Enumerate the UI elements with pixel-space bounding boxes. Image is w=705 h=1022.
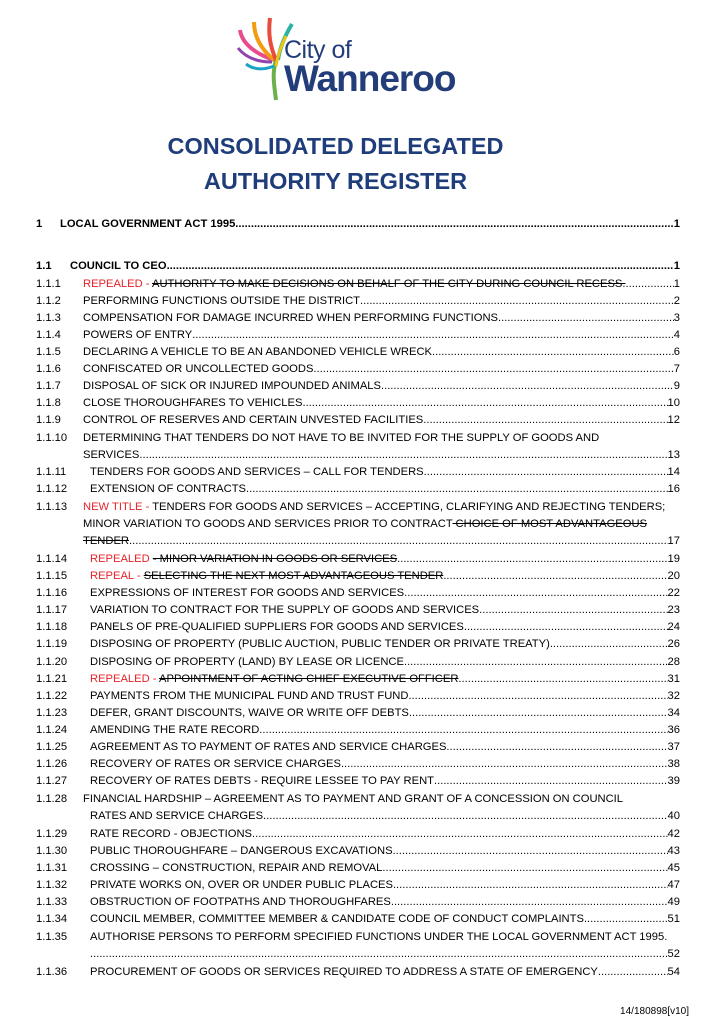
toc-page: 19	[667, 553, 680, 565]
toc-page: 31	[667, 673, 680, 685]
toc-entry[interactable]	[36, 293, 680, 310]
toc-label: RECOVERY OF RATES OR SERVICE CHARGES	[90, 758, 341, 770]
toc-entry[interactable]	[36, 499, 680, 516]
toc-num: 1.1.3	[36, 312, 61, 324]
toc-label-line1: AUTHORISE PERSONS TO PERFORM SPECIFIED FUNCTIONS UNDER THE LOCAL GOVERNMENT ACT 1995.	[90, 931, 668, 943]
toc-page: 4	[673, 329, 680, 341]
toc-label: DISPOSING OF PROPERTY (PUBLIC AUCTION, PUBLIC TENDER OR PRIVATE TREATY)	[90, 638, 550, 650]
toc-num: 1.1.28	[36, 793, 68, 805]
toc-page: 20	[667, 570, 680, 582]
toc-num: 1.1.20	[36, 656, 68, 668]
toc-page: 49	[667, 896, 680, 908]
toc-label: PROCUREMENT OF GOODS OR SERVICES REQUIRED TO ADDRESS A STATE OF EMERGENCY	[90, 966, 598, 978]
toc-num: 1.1.5	[36, 346, 61, 358]
toc-entry[interactable]	[36, 395, 680, 412]
toc-label: RATES AND SERVICE CHARGES	[90, 810, 264, 822]
toc-entry[interactable]	[36, 929, 680, 946]
toc-num: 1.1.24	[36, 724, 68, 736]
toc-entry[interactable]	[36, 464, 680, 481]
toc-entry[interactable]	[36, 671, 680, 688]
toc-entry-cont[interactable]	[36, 946, 680, 963]
toc-entry[interactable]	[36, 585, 680, 602]
toc-page: 39	[667, 775, 680, 787]
toc-entry[interactable]	[36, 344, 680, 361]
toc-num: 1.1.31	[36, 862, 68, 874]
toc-label-line2: MINOR VARIATION TO GOODS AND SERVICES PRIOR TO CONTRACT	[83, 518, 453, 530]
toc-page: 32	[667, 690, 680, 702]
logo-city-text: City of	[284, 36, 352, 64]
toc-page: 47	[667, 879, 680, 891]
toc-entry[interactable]	[36, 860, 680, 877]
document-reference: 14/180898[v10]	[620, 1006, 689, 1017]
toc-label: EXTENSION OF CONTRACTS	[90, 483, 247, 495]
toc-num: 1.1.21	[36, 673, 68, 685]
toc-num: 1.1.10	[36, 432, 68, 444]
toc-num: 1.1.7	[36, 380, 61, 392]
toc-entry[interactable]	[36, 378, 680, 395]
toc-entry[interactable]	[36, 756, 680, 773]
toc-label: AGREEMENT AS TO PAYMENT OF RATES AND SERVICE CHARGES	[90, 741, 447, 753]
toc-label: RATE RECORD - OBJECTIONS	[90, 828, 253, 840]
toc-num: 1.1.14	[36, 553, 68, 565]
toc-entry[interactable]	[36, 276, 680, 293]
toc-entry[interactable]	[36, 911, 680, 928]
toc-entry[interactable]	[36, 791, 680, 808]
toc-entry[interactable]	[36, 327, 680, 344]
toc-entry-cont[interactable]	[36, 808, 680, 825]
toc-page: 7	[673, 363, 680, 375]
toc-num: 1.1.2	[36, 295, 61, 307]
toc-entry[interactable]	[36, 826, 680, 843]
toc-num: 1.1.9	[36, 414, 61, 426]
toc-label: LOCAL GOVERNMENT ACT 1995	[60, 218, 236, 230]
toc-red-prefix: NEW TITLE -	[83, 501, 153, 513]
toc-label: PERFORMING FUNCTIONS OUTSIDE THE DISTRICT	[83, 295, 360, 307]
toc-page: 24	[667, 621, 680, 633]
toc-num: 1.1.23	[36, 707, 68, 719]
toc-entry[interactable]	[36, 568, 680, 585]
toc-page: 1	[673, 218, 680, 230]
toc-entry[interactable]	[36, 361, 680, 378]
toc-num: 1.1.22	[36, 690, 68, 702]
toc-num: 1.1.17	[36, 604, 68, 616]
toc-struck-label: CHOICE OF MOST ADVANTAGEOUS	[452, 518, 648, 530]
toc-num: 1.1.8	[36, 397, 61, 409]
toc-label-line1: TENDERS FOR GOODS AND SERVICES – ACCEPTING, CLARIFYING AND REJECTING TENDERS;	[152, 501, 666, 513]
toc-label: POWERS OF ENTRY	[83, 329, 193, 341]
toc-page: 23	[667, 604, 680, 616]
toc-num: 1.1.36	[36, 966, 68, 978]
toc-struck-label: SELECTING THE NEXT MOST ADVANTAGEOUS TENDER	[143, 570, 444, 582]
toc-entry[interactable]	[36, 688, 680, 705]
toc-page: 42	[667, 828, 680, 840]
toc-label: CONFISCATED OR UNCOLLECTED GOODS	[83, 363, 314, 375]
toc-label: AMENDING THE RATE RECORD	[90, 724, 260, 736]
city-of-wanneroo-logo	[236, 14, 486, 104]
toc-entry[interactable]	[36, 894, 680, 911]
toc-num: 1.1.34	[36, 913, 68, 925]
toc-label: DISPOSAL OF SICK OR INJURED IMPOUNDED ANIMALS	[83, 380, 381, 392]
toc-page: 3	[673, 312, 680, 324]
toc-page: 43	[667, 845, 680, 857]
toc-entry-cont[interactable]	[36, 533, 680, 550]
toc-entry[interactable]	[36, 722, 680, 739]
toc-entry[interactable]	[36, 216, 680, 233]
toc-red-prefix: REPEALED	[90, 553, 153, 565]
toc-label: PUBLIC THOROUGHFARE – DANGEROUS EXCAVATIONS	[90, 845, 393, 857]
toc-page: 51	[667, 913, 680, 925]
toc-entry[interactable]	[36, 412, 680, 429]
toc-page: 26	[667, 638, 680, 650]
toc-page: 1	[673, 260, 680, 272]
toc-page: 40	[667, 810, 680, 822]
toc-page: 28	[667, 656, 680, 668]
toc-entry[interactable]	[36, 964, 680, 981]
toc-page: 9	[673, 380, 680, 392]
toc-entry[interactable]	[36, 481, 680, 498]
toc-red-prefix: REPEALED -	[90, 673, 160, 685]
toc-num: 1	[36, 218, 43, 230]
toc-label: CLOSE THOROUGHFARES TO VEHICLES	[83, 397, 303, 409]
toc-page: 13	[667, 449, 680, 461]
toc-num: 1.1.27	[36, 775, 68, 787]
toc-label: PAYMENTS FROM THE MUNICIPAL FUND AND TRUST FUND	[90, 690, 409, 702]
toc-num: 1.1.6	[36, 363, 61, 375]
toc-num: 1.1.33	[36, 896, 68, 908]
toc-label: SERVICES	[83, 449, 140, 461]
toc-num: 1.1.15	[36, 570, 68, 582]
toc-page: 37	[667, 741, 680, 753]
toc-page: 2	[673, 295, 680, 307]
page-title-line-2: AUTHORITY REGISTER	[203, 168, 468, 194]
toc-struck-label: APPOINTMENT OF ACTING CHIEF EXECUTIVE OFFICER	[159, 673, 459, 685]
toc-num: 1.1	[36, 260, 52, 272]
toc-page: 12	[667, 414, 680, 426]
toc-entry[interactable]	[36, 310, 680, 327]
toc-red-prefix: REPEALED -	[83, 278, 153, 290]
toc-num: 1.1.25	[36, 741, 68, 753]
toc-entry[interactable]	[36, 773, 680, 790]
toc-num: 1.1.16	[36, 587, 68, 599]
toc-entry[interactable]	[36, 654, 680, 671]
toc-label: COUNCIL TO CEO	[70, 260, 167, 272]
toc-label: DECLARING A VEHICLE TO BE AN ABANDONED VEHICLE WRECK	[83, 346, 432, 358]
toc-label: TENDERS FOR GOODS AND SERVICES – CALL FOR TENDERS	[90, 466, 424, 478]
toc-label: PRIVATE WORKS ON, OVER OR UNDER PUBLIC PLACES	[90, 879, 393, 891]
toc-entry[interactable]	[36, 258, 680, 275]
toc-label-line1: DETERMINING THAT TENDERS DO NOT HAVE TO BE INVITED FOR THE SUPPLY OF GOODS AND	[83, 432, 600, 444]
toc-struck-label: - MINOR VARIATION IN GOODS OR SERVICES	[152, 553, 398, 565]
toc-page: 14	[667, 466, 680, 478]
toc-num: 1.1.1	[36, 278, 61, 290]
toc-label: PANELS OF PRE-QUALIFIED SUPPLIERS FOR GOODS AND SERVICES	[90, 621, 464, 633]
toc-struck-label: AUTHORITY TO MAKE DECISIONS ON BEHALF OF THE CITY DURING COUNCIL RECESS.	[152, 278, 626, 290]
toc-label-line1: FINANCIAL HARDSHIP – AGREEMENT AS TO PAYMENT AND GRANT OF A CONCESSION ON COUNCIL	[83, 793, 624, 805]
toc-page: 52	[667, 948, 680, 960]
toc-entry[interactable]	[36, 430, 680, 447]
toc-entry[interactable]	[36, 619, 680, 636]
toc-num: 1.1.18	[36, 621, 68, 633]
toc-num: 1.1.30	[36, 845, 68, 857]
toc-label: OBSTRUCTION OF FOOTPATHS AND THOROUGHFARES	[90, 896, 391, 908]
toc-num: 1.1.13	[36, 501, 68, 513]
toc-page: 10	[667, 397, 680, 409]
toc-num: 1.1.35	[36, 931, 68, 943]
toc-entry[interactable]	[36, 705, 680, 722]
toc-label: RECOVERY OF RATES DEBTS - REQUIRE LESSEE TO PAY RENT	[90, 775, 434, 787]
toc-entry[interactable]	[36, 636, 680, 653]
toc-num: 1.1.29	[36, 828, 68, 840]
toc-num: 1.1.11	[36, 466, 67, 478]
toc-entry-cont[interactable]	[36, 516, 680, 533]
toc-entry[interactable]	[36, 551, 680, 568]
toc-page: 54	[667, 966, 680, 978]
toc-entry[interactable]	[36, 602, 680, 619]
toc-page: 38	[667, 758, 680, 770]
toc-label: COMPENSATION FOR DAMAGE INCURRED WHEN PERFORMING FUNCTIONS	[83, 312, 498, 324]
toc-page: 34	[667, 707, 680, 719]
page-title-line-1: CONSOLIDATED DELEGATED	[167, 133, 504, 159]
toc-entry[interactable]	[36, 739, 680, 756]
toc-entry[interactable]	[36, 877, 680, 894]
toc-entry-cont[interactable]	[36, 447, 680, 464]
toc-label: CROSSING – CONSTRUCTION, REPAIR AND REMOVAL	[90, 862, 383, 874]
toc-num: 1.1.12	[36, 483, 68, 495]
toc-label: CONTROL OF RESERVES AND CERTAIN UNVESTED FACILITIES	[83, 414, 424, 426]
toc-page: 45	[667, 862, 680, 874]
toc-num: 1.1.26	[36, 758, 68, 770]
toc-page: 16	[667, 483, 680, 495]
toc-page: 17	[667, 535, 680, 547]
toc-entry[interactable]	[36, 843, 680, 860]
toc-label: COUNCIL MEMBER, COMMITTEE MEMBER & CANDIDATE CODE OF CONDUCT COMPLAINTS	[90, 913, 584, 925]
toc-label: VARIATION TO CONTRACT FOR THE SUPPLY OF GOODS AND SERVICES	[90, 604, 480, 616]
toc-page: 22	[667, 587, 680, 599]
toc-struck-label: TENDER	[83, 535, 129, 547]
toc-page: 36	[667, 724, 680, 736]
toc-page: 1	[673, 278, 680, 290]
toc-page: 6	[673, 346, 680, 358]
toc-num: 1.1.32	[36, 879, 68, 891]
toc-num: 1.1.4	[36, 329, 61, 341]
toc-label: EXPRESSIONS OF INTEREST FOR GOODS AND SERVICES	[90, 587, 405, 599]
toc-num: 1.1.19	[36, 638, 68, 650]
logo-name-text: Wanneroo	[284, 58, 456, 99]
toc-label: DEFER, GRANT DISCOUNTS, WAIVE OR WRITE OFF DEBTS	[90, 707, 409, 719]
toc-label: DISPOSING OF PROPERTY (LAND) BY LEASE OR LICENCE	[90, 656, 404, 668]
toc-red-prefix: REPEAL -	[90, 570, 144, 582]
